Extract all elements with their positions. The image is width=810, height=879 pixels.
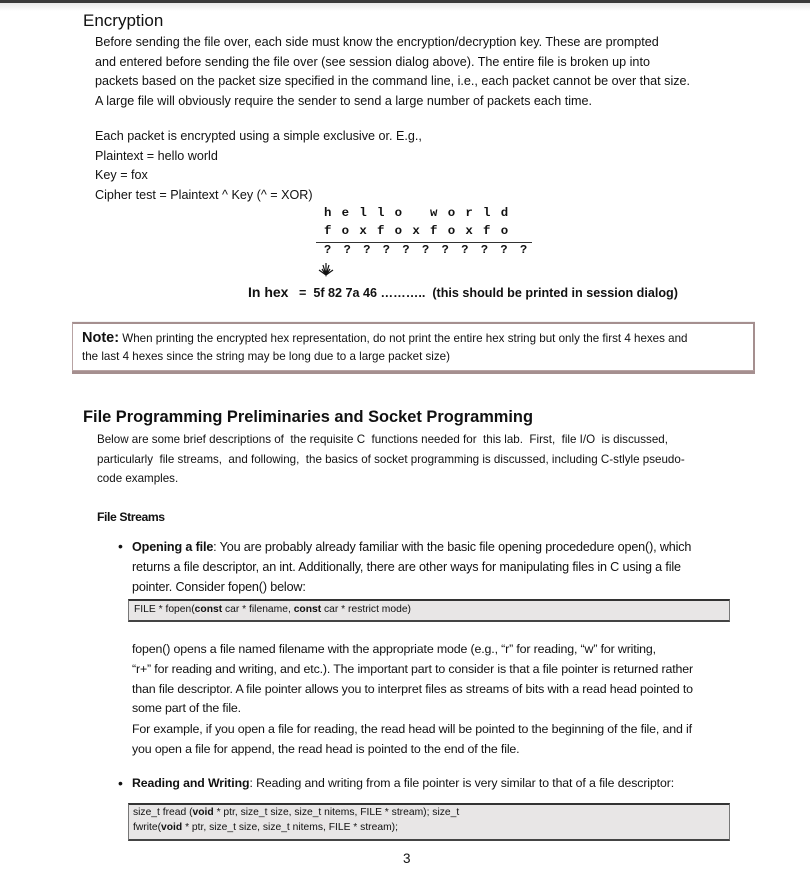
code-token: car * filename, [222,604,294,615]
text-line: fopen() opens a file named filename with the appropriate mode (e.g., “r” for reading, “w” for writing, [132,642,656,656]
page-number: 3 [403,851,411,866]
text-line: Before sending the file over, each side must know the encryption/decryption key. These are prompted [95,35,659,49]
text-line: and entered before sending the file over (see session dialog above). The entire file is broken up into [95,54,650,69]
reading-writing-bullet [132,776,674,790]
viewer-top-shadow [0,3,810,11]
code-token: fwrite( [133,821,162,833]
cipher-line: Cipher test = Plaintext ^ Key (^ = XOR) [95,187,313,202]
file-programming-intro [97,430,685,489]
text-line: packets based on the packet size specified in the command line, i.e., each packet cannot be over that size. [95,74,691,89]
hex-equals: = [298,286,307,300]
text-line: some part of the file. [132,701,241,716]
fopen-explanation [132,640,693,719]
code-keyword: void [192,807,214,818]
code-token: size_t fread ( [133,807,193,818]
text-line: For example, if you open a file for reading, the read head will be pointed to the beginning of the file, and if [132,722,692,736]
bullet-title: Reading and Writing [132,776,250,790]
code-line [133,806,459,821]
text-line: A large file will obviously require the sender to send a large number of packets each time. [95,93,593,108]
code-token: car * restrict mode) [321,604,411,615]
opening-file-bullet [132,538,691,597]
bullet-title: Opening a file [132,540,214,554]
text-line: particularly file streams, and following, the basics of socket programming is discussed, including C-stlyle pseudo- [97,452,685,466]
text-line: pointer. Consider fopen() below: [132,579,306,594]
text-line: : Reading and writing from a file pointer is very similar to that of a file descriptor: [249,776,675,790]
fread-fwrite-code-box [128,803,730,841]
xor-key-row: f o x f o x f o x f o [324,224,510,238]
note-text-line: When printing the encrypted hex representation, do not print the entire hex string but only the first 4 hexes and [119,332,688,345]
text-line: you open a file for append, the read head is pointed to the end of the file. [132,741,520,756]
hex-value: 5f 82 7a 46 ……….. [313,286,426,300]
text-line: returns a file descriptor, an int. Additionally, there are other ways for manipulating files in C using a file [132,559,681,574]
code-block [133,806,459,835]
bullet-icon: • [118,775,123,791]
text-line: “r+” for reading and writing, and etc.). The important part to consider is that a file pointer is returned rather [132,661,693,676]
encryption-heading: Encryption [83,11,164,30]
file-programming-heading: File Programming Preliminaries and Socket Programming [83,408,533,426]
code-token: * ptr, size_t size, size_t nitems, FILE * stream); [182,821,398,833]
code-keyword: void [161,821,183,833]
code-token: FILE * fopen( [134,604,195,615]
xor-description [95,127,422,205]
file-streams-heading: File Streams [97,510,165,524]
note-label: Note: [82,330,120,346]
text-line: than file descriptor. A file pointer allows you to interpret files as streams of bits with a read head pointed to [132,681,693,696]
hex-comment: (this should be printed in session dialog) [432,286,678,300]
xor-result-row: ? ? ? ? ? ? ? ? ? ? ? [324,243,530,257]
code-line [133,821,459,836]
note-box [72,322,755,371]
fopen-code-box [128,599,730,622]
bullet-icon: • [118,538,123,554]
plaintext-line: Plaintext = hello world [95,148,218,163]
text-line: code examples. [97,472,179,486]
text-line: : You are probably already familiar with the basic file opening procededure open(), which [213,540,692,554]
key-line: Key = fox [95,168,148,183]
xor-plaintext-row: h e l l o w o r l d [324,206,510,220]
hex-label: In hex [248,284,289,300]
code-line [134,604,411,615]
code-token: * ptr, size_t size, size_t nitems, FILE * stream); size_t [213,807,460,818]
text-line: Each packet is encrypted using a simple exclusive or. E.g., [95,129,422,143]
code-keyword: const [194,604,223,615]
down-arrow-icon [316,261,336,281]
encryption-intro [95,33,690,111]
note-text-line: the last 4 hexes since the string may be long due to a large packet size) [82,349,450,363]
hex-output-line [248,284,678,300]
code-keyword: const [293,604,322,615]
fopen-example [132,720,692,760]
text-line: Below are some brief descriptions of the requisite C functions needed for this lab. First, file I/O is discussed, [97,433,668,446]
